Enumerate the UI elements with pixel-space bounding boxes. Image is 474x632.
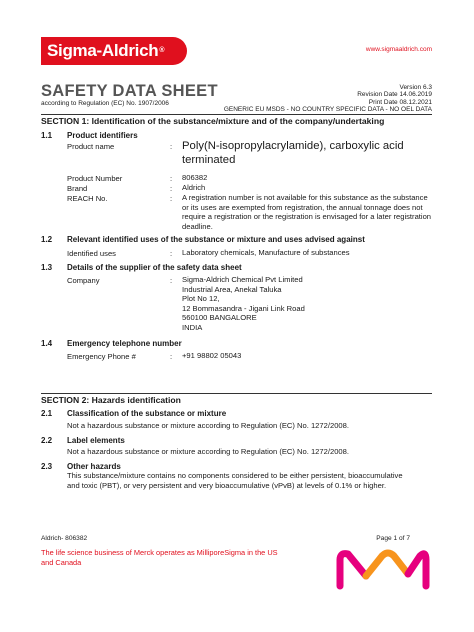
subsection-title: Classification of the substance or mixture (67, 409, 227, 418)
regulation-text: according to Regulation (EC) No. 1907/2006 (41, 100, 169, 107)
identified-uses-label: Identified uses (67, 249, 116, 258)
section-2-heading: SECTION 2: Hazards identification (41, 395, 181, 405)
section-divider (41, 114, 432, 115)
company-label: Company (67, 276, 100, 285)
address-line: Sigma-Aldrich Chemical Pvt Limited (182, 275, 303, 284)
merck-tagline: The life science business of Merck operates as MilliporeSigma in the US and Canada (41, 548, 278, 567)
address-line: INDIA (182, 322, 203, 332)
subsection-title: Emergency telephone number (67, 339, 182, 348)
logo-text: Sigma-Aldrich (47, 41, 159, 60)
address-line: 12 Bommasandra - Jigani Link Road (182, 303, 305, 313)
colon: : (170, 276, 173, 285)
merck-m-right-stroke (408, 554, 426, 586)
merck-m-logo (336, 546, 432, 590)
document-title: SAFETY DATA SHEET (41, 82, 218, 100)
subsection-title: Relevant identified uses of the substance or mixture and uses advised against (67, 235, 365, 244)
emergency-phone-label: Emergency Phone # (67, 352, 136, 361)
document-meta (224, 84, 432, 113)
section-number: 1.4 (41, 339, 53, 348)
colon: : (170, 184, 173, 193)
version: Version 6.3 (399, 84, 432, 91)
section-number: 2.2 (41, 436, 53, 445)
section-number: 2.3 (41, 462, 53, 471)
brand: Aldrich (182, 183, 206, 192)
reach-value: A registration number is not available for this substance as the substance or its uses are exempted from registration, the annual tonnage does not require a registration or the registration is envisaged for a later registration deadline. (182, 193, 432, 231)
colon: : (170, 249, 173, 258)
brand-label: Brand (67, 184, 88, 193)
registered-mark: ® (159, 47, 165, 54)
section-divider (41, 393, 432, 394)
emergency-phone: +91 98802 05043 (182, 351, 242, 360)
generic-note: GENERIC EU MSDS - NO COUNTRY SPECIFIC DATA - NO OEL DATA (223, 105, 432, 113)
section-number: 2.1 (41, 409, 53, 418)
address-line: Industrial Area, Anekal Taluka (182, 284, 282, 294)
address-line: Plot No 12, (182, 294, 220, 304)
identified-uses: Laboratory chemicals, Manufacture of substances (182, 248, 350, 257)
product-name-label: Product name (67, 142, 115, 151)
subsection-title: Product identifiers (67, 131, 138, 140)
label-elements-text: Not a hazardous substance or mixture according to Regulation (EC) No. 1272/2008. (67, 447, 349, 456)
merck-m-left-stroke (340, 554, 366, 586)
colon: : (170, 194, 173, 203)
product-name: Poly(N-isopropylacrylamide), carboxylic acid terminated (182, 140, 404, 166)
section-1-heading: SECTION 1: Identification of the substance/mixture and of the company/undertaking (41, 116, 385, 126)
section-number: 1.1 (41, 131, 53, 140)
subsection-title: Label elements (67, 436, 125, 445)
section-number: 1.3 (41, 263, 53, 272)
print-date: Print Date 08.12.2021 (368, 98, 432, 106)
website-link[interactable]: www.sigmaaldrich.com (365, 46, 432, 53)
address-line: 560100 BANGALORE (182, 313, 257, 323)
classification-text: Not a hazardous substance or mixture according to Regulation (EC) No. 1272/2008. (67, 421, 349, 430)
subsection-title: Details of the supplier of the safety data sheet (67, 263, 242, 272)
colon: : (170, 174, 173, 183)
product-number: 806382 (182, 173, 208, 182)
page-number: Page 1 of 7 (376, 535, 410, 542)
colon: : (170, 142, 173, 151)
sigma-aldrich-logo (41, 37, 187, 65)
reach-label: REACH No. (67, 194, 108, 203)
other-hazards-text: This substance/mixture contains no components considered to be either persistent, bioaccumulative and toxic (PBT), or very persistent and very bioaccumulative (vPvB) at levels of 0.1% or higher. (67, 471, 403, 490)
company-address (182, 275, 305, 333)
merck-m-middle-stroke (366, 553, 408, 576)
footer-product-code: Aldrich- 806382 (41, 535, 88, 542)
revision-date: Revision Date 14.06.2019 (357, 91, 432, 99)
product-number-label: Product Number (67, 174, 123, 183)
subsection-title: Other hazards (67, 462, 121, 471)
colon: : (170, 352, 173, 361)
section-number: 1.2 (41, 235, 53, 244)
